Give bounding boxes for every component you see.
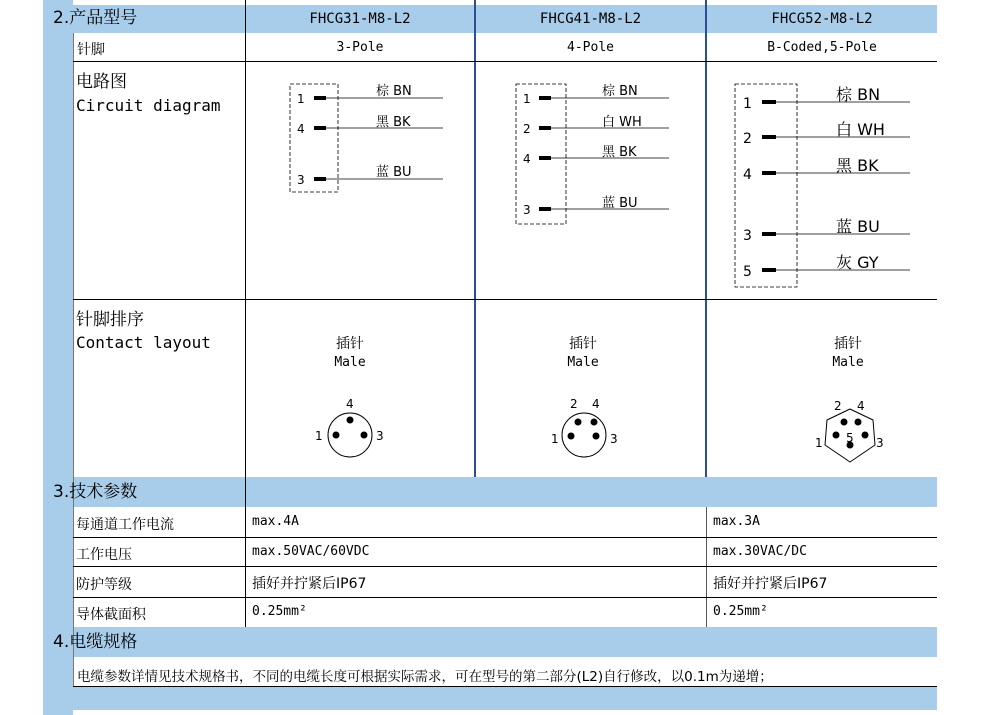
svg-text:5: 5 [743, 264, 752, 280]
contact-type-en-2: Male [567, 355, 599, 370]
svg-text:棕 BN: 棕 BN [836, 85, 881, 104]
svg-text:3: 3 [376, 429, 384, 443]
diagram-1-pin-4 [297, 115, 443, 136]
col-divider-1 [245, 0, 246, 627]
left-border-line [73, 33, 74, 686]
svg-text:3: 3 [523, 203, 531, 217]
section-3-header-band [43, 477, 937, 507]
svg-text:4: 4 [743, 167, 752, 183]
contact-label-cn: 针脚排序 [76, 310, 144, 330]
svg-text:1: 1 [815, 436, 823, 450]
section-4-number: 4. [53, 632, 70, 652]
diagram-1-pin-3 [297, 164, 443, 187]
svg-text:2: 2 [834, 399, 842, 413]
svg-text:蓝 BU: 蓝 BU [602, 196, 638, 211]
param-right-voltage: max.30VAC/DC [713, 544, 807, 559]
svg-text:白 WH: 白 WH [602, 115, 642, 130]
row-line-pin [73, 61, 937, 62]
param-label-voltage: 工作电压 [76, 547, 132, 563]
svg-text:黑 BK: 黑 BK [602, 145, 637, 160]
left-margin-band [43, 0, 73, 715]
diagram-3-pin-4 [743, 156, 910, 183]
section-2-text: 产品型号 [69, 8, 138, 28]
svg-text:黑 BK: 黑 BK [376, 115, 411, 130]
circuit-diagram-3 [733, 80, 933, 290]
bottom-band [43, 686, 937, 710]
svg-text:灰 GY: 灰 GY [836, 253, 879, 272]
row-line-param-3 [73, 597, 937, 598]
contact-type-cn-1: 插针 [336, 336, 364, 352]
svg-text:1: 1 [551, 432, 559, 446]
contact-type-en-3: Male [832, 355, 864, 370]
row-line-cable [73, 686, 937, 687]
diagram-3-pin-3 [743, 217, 910, 244]
param-left-current: max.4A [252, 514, 299, 529]
svg-text:4: 4 [346, 397, 354, 411]
svg-text:蓝 BU: 蓝 BU [836, 217, 880, 236]
circuit-label-en: Circuit diagram [76, 96, 221, 115]
svg-text:4: 4 [592, 397, 600, 411]
svg-text:3: 3 [876, 436, 884, 450]
svg-text:4: 4 [523, 152, 531, 166]
pin-row-label: 针脚 [77, 42, 105, 58]
param-label-cross-section: 导体截面积 [76, 607, 146, 623]
section-4-text: 电缆规格 [69, 632, 138, 652]
contact-layout-diagram-1 [305, 395, 395, 465]
model-header-1: FHCG31-M8-L2 [309, 11, 411, 27]
pin-value-1: 3-Pole [336, 40, 384, 55]
diagram-2-pin-2 [523, 115, 669, 136]
svg-text:1: 1 [297, 92, 305, 106]
svg-text:2: 2 [570, 397, 578, 411]
cable-note: 电缆参数详情见技术规格书，不同的电缆长度可根据实际需求，可在型号的第二部分(L2)自行修改，以0.1m为递增； [77, 669, 773, 685]
param-right-protection: 插好并拧紧后IP67 [713, 576, 828, 592]
row-line-param-1 [73, 537, 937, 538]
diagram-2-pin-4 [523, 145, 669, 166]
contact-layout-diagram-2 [539, 395, 629, 465]
svg-text:蓝 BU: 蓝 BU [376, 165, 412, 180]
model-header-2: FHCG41-M8-L2 [539, 11, 642, 27]
col-divider-2 [474, 0, 476, 477]
section-3-number: 3. [53, 482, 70, 502]
svg-text:2: 2 [523, 122, 531, 136]
diagram-3-pin-2 [743, 120, 910, 147]
contact-type-cn-3: 插针 [834, 336, 862, 352]
svg-text:1: 1 [315, 429, 323, 443]
circuit-label-cn: 电路图 [76, 72, 127, 92]
svg-text:1: 1 [523, 92, 531, 106]
svg-text:4: 4 [297, 122, 305, 136]
svg-text:5: 5 [846, 431, 854, 445]
pin-value-2: 4-Pole [567, 40, 614, 55]
pin-value-3: B-Coded,5-Pole [767, 40, 877, 55]
col-divider-3 [705, 0, 707, 477]
diagram-1-pin-1 [297, 83, 443, 106]
circuit-diagram-2 [506, 80, 706, 230]
section-3-text: 技术参数 [69, 482, 138, 502]
svg-text:棕 BN: 棕 BN [376, 84, 412, 99]
contact-type-en-1: Male [334, 355, 366, 370]
param-left-cross-section: 0.25mm² [252, 604, 307, 619]
svg-text:棕 BN: 棕 BN [602, 84, 638, 99]
row-line-param-2 [73, 566, 937, 567]
section-2-number: 2. [53, 8, 70, 28]
diagram-2-pin-1 [523, 83, 669, 106]
row-line-circuit [73, 299, 937, 300]
svg-text:1: 1 [743, 96, 752, 112]
svg-text:白 WH: 白 WH [836, 120, 885, 139]
param-left-voltage: max.50VAC/60VDC [252, 544, 370, 559]
param-left-protection: 插好并拧紧后IP67 [252, 576, 367, 592]
section-4-header-band [43, 627, 937, 657]
param-label-protection: 防护等级 [76, 577, 132, 593]
col-divider-3b [706, 507, 707, 627]
svg-text:黑 BK: 黑 BK [836, 156, 879, 175]
model-header-3: FHCG52-M8-L2 [771, 11, 873, 27]
param-right-current: max.3A [713, 514, 760, 529]
section-3-title [53, 482, 137, 502]
param-label-current: 每通道工作电流 [76, 517, 174, 533]
circuit-diagram-1 [280, 80, 480, 200]
svg-text:3: 3 [610, 432, 618, 446]
section-4-title [53, 632, 137, 652]
svg-text:3: 3 [297, 173, 305, 187]
contact-layout-diagram-3 [805, 395, 895, 465]
svg-text:2: 2 [743, 131, 752, 147]
contact-label-en: Contact layout [76, 333, 211, 352]
svg-text:3: 3 [743, 228, 752, 244]
svg-text:4: 4 [857, 399, 865, 413]
diagram-3-pin-1 [743, 85, 910, 112]
section-2-title [53, 8, 137, 28]
contact-type-cn-2: 插针 [569, 336, 597, 352]
diagram-3-pin-5 [743, 253, 910, 280]
diagram-2-pin-3 [523, 195, 669, 217]
param-right-cross-section: 0.25mm² [713, 604, 768, 619]
